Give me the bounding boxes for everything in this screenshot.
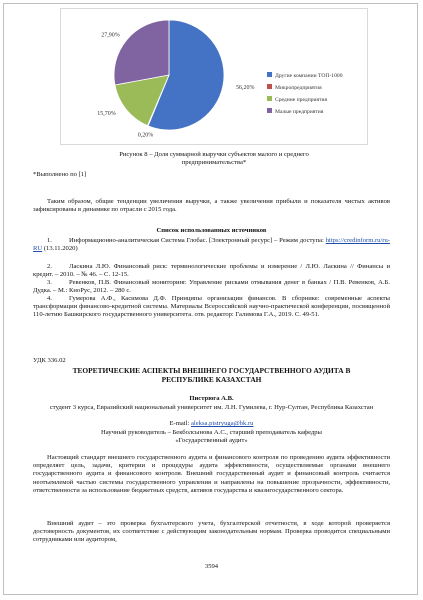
pie-data-label: 0,20%	[137, 132, 154, 139]
legend-swatch	[267, 108, 272, 113]
legend-swatch	[267, 72, 272, 77]
reference-number: 4.	[47, 295, 52, 302]
reference-item	[33, 279, 390, 295]
reference-item	[33, 295, 390, 320]
legend-swatch	[267, 96, 272, 101]
reference-text: Ревенков, П.В. Финансовый мониторинг. Управление рисками отмывания денег в банках / П.В. Ревенков, А.Б. Дудка. – М.: КноРус, 2012. – 280 с.	[33, 279, 390, 295]
pie-data-label: 27,90%	[101, 32, 120, 39]
reference-number: 2.	[47, 263, 52, 270]
author-email: E-mail: aleksa.pistryuga@bk.ru	[169, 420, 254, 427]
reference-text: Ласкина Л.Ю. Финансовый риск: терминологические проблемы и измерение / Л.Ю. Ласкина // Финансы и кредит. – 2010. – № 46. – С. 12-15.	[33, 263, 390, 279]
legend-label: Малые предприятия	[275, 109, 324, 115]
footnote-reference: [1]	[78, 171, 87, 178]
legend-label: Другие компании ТОП-1000	[275, 73, 343, 79]
email-link[interactable]: aleksa.pistryuga@bk.ru	[190, 420, 254, 427]
pie-data-label: 15,70%	[97, 111, 116, 118]
pie-slice	[114, 20, 169, 85]
reference-number: 1.	[47, 237, 52, 244]
reference-item	[33, 263, 390, 279]
article-title: ТЕОРЕТИЧЕСКИЕ АСПЕКТЫ ВНЕШНЕГО ГОСУДАРСТВЕННОГО АУДИТА В РЕСПУБЛИКЕ КАЗАХСТАН	[72, 366, 351, 385]
pie-data-label: 56,20%	[236, 84, 255, 91]
pie-chart	[61, 9, 367, 144]
legend-label: Микропредприятия	[275, 85, 322, 91]
legend-label: Средние предприятия	[275, 97, 328, 103]
author-name: Пистрюга А.В.	[189, 395, 234, 402]
references-heading: Список использованных источников	[156, 227, 267, 234]
reference-text: Гумерова А.Ф., Касимова Д.Ф. Принципы организации финансов. В сборнике: современные аспекты трансформации финансово-кредитной системы. Материалы Всероссийской научно-практической конференции, посвященной 110-летию Башкирского государственного университета. отв. редактор: Галимова Г.А., 2019. С. 49-51.	[33, 295, 390, 319]
reference-text: Информационно-аналитическая Система Глобас. [Электронный ресурс] – Режим доступа:	[69, 237, 326, 244]
supervisor-info: Научный руководитель – Бекболсынова А.С., старший преподаватель кафедры «Государственный аудит»	[100, 429, 322, 445]
article-paragraph-1: Настоящий стандарт внешнего государственного аудита и финансового контроля по проведению аудита эффективности определяет цель, задачи, критерии и процедуры аудита эффективности, осуществляемые органами внешнего государственного аудита и финансового контроля. Внешний государственный аудит и финансовый контроль считается неотъемлемой частью системы государственного управления и направлены на повышение прозрачности, эффективности, ответственности за использование бюджетных средств, активов государства и квазигосударственного сектора.	[33, 454, 390, 494]
legend-swatch	[267, 84, 272, 89]
article-paragraph-2: Внешний аудит – это проверка бухгалтерского учета, бухгалтерской отчетности, в ходе которой проверяется достоверность документов, их соответствие с действующим законодательным нормам. Проверка проводится специальными сотрудниками или аудитором,	[33, 520, 390, 544]
figure-caption: Рисунок 8 – Доля суммарной выручки субъектов малого и среднего предпринимательства*	[119, 151, 309, 167]
summary-paragraph: Таким образом, общие тенденции увеличения выручки, а также увеличения прибыли и показателя чистых активов зафиксированы в динамике по отрасли с 2015 года.	[33, 198, 390, 214]
udc-code: УДК 336.02	[33, 357, 66, 364]
pie-chart-container	[60, 8, 368, 145]
reference-link[interactable]: https://credinform.ru/ru-RU	[33, 237, 390, 253]
reference-number: 3.	[47, 279, 52, 286]
reference-access-date: (13.11.2020)	[42, 245, 78, 253]
page-number: 3594	[204, 563, 219, 570]
reference-item	[33, 237, 390, 253]
author-affiliation: студент 3 курса, Евразийский национальный университет им. Л.Н. Гумилева, г. Нур-Султан, Республика Казахстан	[49, 404, 374, 411]
figure-footnote: *Выполнено по [1]	[33, 171, 87, 178]
